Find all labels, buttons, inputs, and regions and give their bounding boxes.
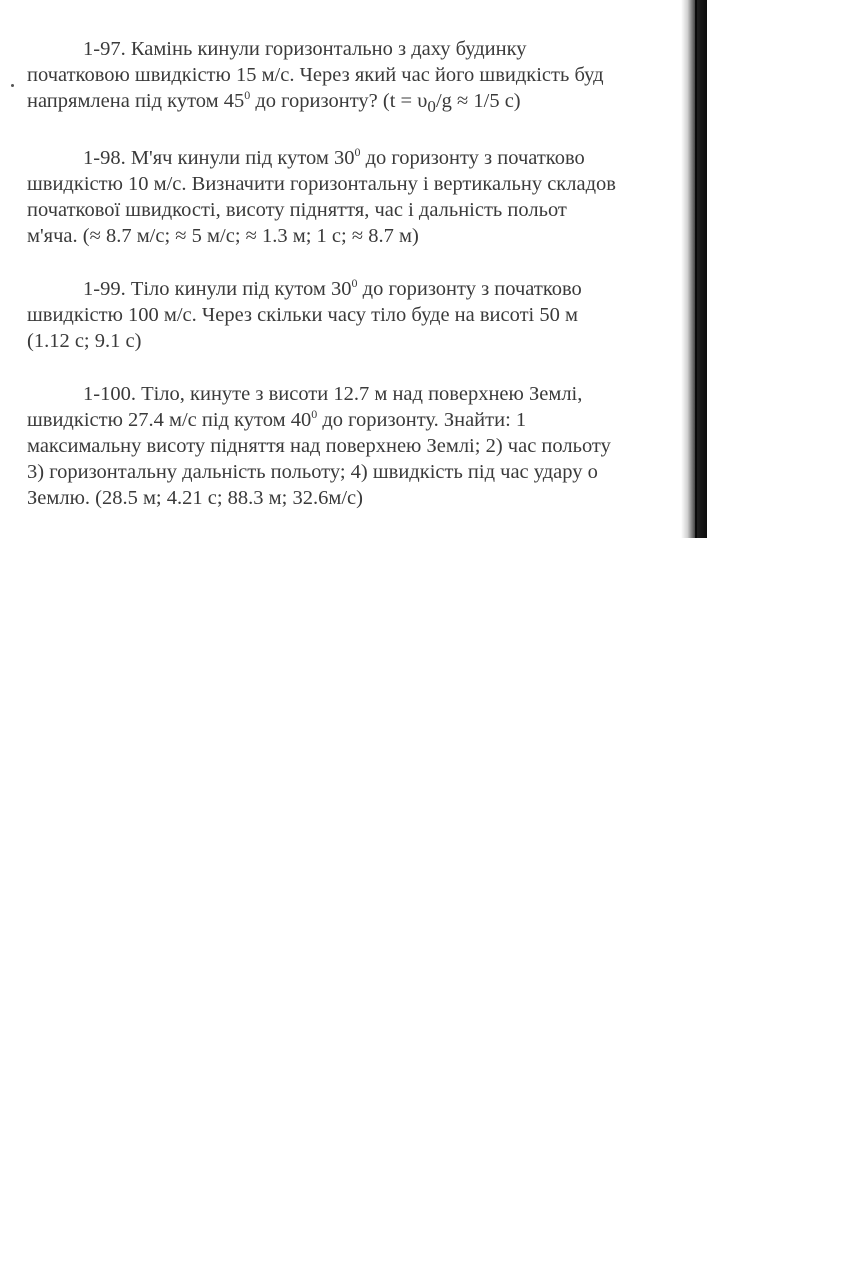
problem-line: початкової швидкості, висоту підняття, час і дальність польот <box>27 199 567 221</box>
scan-speck <box>11 84 14 87</box>
problem-line: Землю. (28.5 м; 4.21 с; 88.3 м; 32.6м/с) <box>27 487 363 509</box>
problem-line: 3) горизонтальну дальність польоту; 4) швидкість під час удару о <box>27 461 598 483</box>
problem-line: швидкістю 100 м/с. Через скільки часу тіло буде на висоті 50 м <box>27 304 578 326</box>
problem-line <box>27 88 707 120</box>
degree-superscript: 0 <box>351 276 358 291</box>
line-text: до горизонту з початково <box>360 147 585 169</box>
problem-line: початковою швидкістю 15 м/с. Через який час його швидкість буд <box>27 64 604 86</box>
problem-line: (1.12 с; 9.1 с) <box>27 330 142 352</box>
subscript-zero: 0 <box>427 97 436 117</box>
problem-line <box>27 276 707 302</box>
line-text: 1-98. М'яч кинули під кутом 30 <box>83 147 355 169</box>
problem-line: 1-100. Тіло, кинуте з висоти 12.7 м над поверхнею Землі, <box>83 383 583 405</box>
problem-line: м'яча. (≈ 8.7 м/с; ≈ 5 м/с; ≈ 1.3 м; 1 с; ≈ 8.7 м) <box>27 225 419 247</box>
scanned-page <box>0 0 707 538</box>
line-text: до горизонту з початково <box>357 278 582 300</box>
line-text: напрямлена під кутом 45 <box>27 90 245 112</box>
problem-line: швидкістю 10 м/с. Визначити горизонтальну і вертикальну складов <box>27 173 616 195</box>
problem-1-97 <box>27 36 707 120</box>
problem-line <box>27 145 707 171</box>
line-text: до горизонту? (t = υ <box>250 90 428 112</box>
line-text: швидкістю 27.4 м/с під кутом 40 <box>27 409 312 431</box>
degree-superscript: 0 <box>311 407 318 422</box>
problem-line <box>27 407 707 433</box>
problem-line: максимальну висоту підняття над поверхнею Землі; 2) час польоту <box>27 435 611 457</box>
problem-line: 1-97. Камінь кинули горизонтально з даху будинку <box>83 38 527 60</box>
page-edge-line <box>695 0 697 538</box>
problem-1-98 <box>27 145 707 249</box>
line-text: до горизонту. Знайти: 1 <box>317 409 527 431</box>
problem-1-99 <box>27 276 707 354</box>
line-text: /g ≈ 1/5 с) <box>435 90 521 112</box>
page-edge-shadow <box>681 0 707 538</box>
degree-superscript: 0 <box>244 88 251 103</box>
line-text: 1-99. Тіло кинули під кутом 30 <box>83 278 352 300</box>
problem-1-100 <box>27 381 707 511</box>
degree-superscript: 0 <box>354 145 361 160</box>
